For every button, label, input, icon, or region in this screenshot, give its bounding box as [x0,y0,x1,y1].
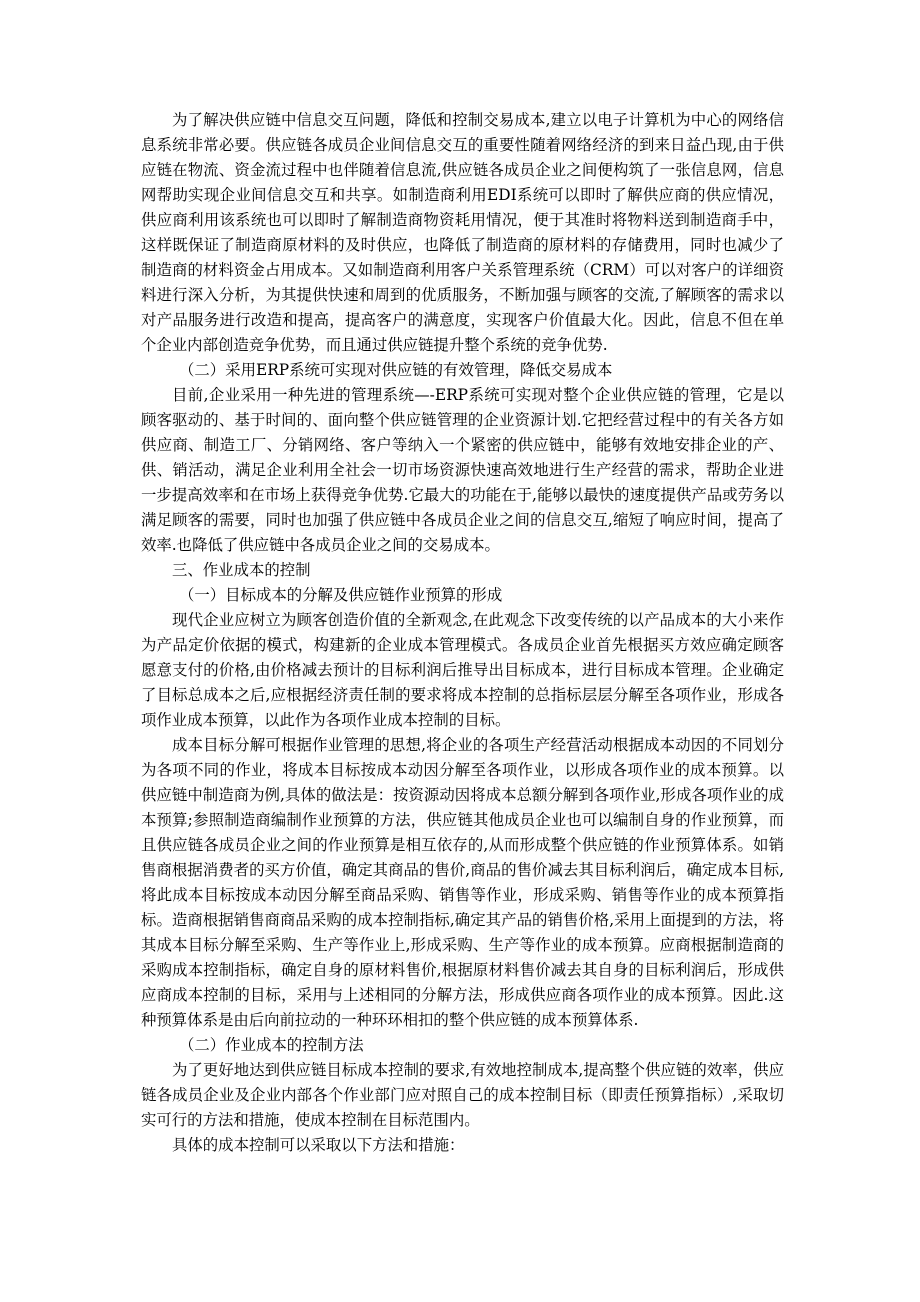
paragraph-information-exchange: 为了解决供应链中信息交互问题，降低和控制交易成本,建立以电子计算机为中心的网络信息系统非常必要。供应链各成员企业间信息交互的重要性随着网络经济的到来日益凸现,由于供应链在物流、资金流过程中也伴随着信息流,供应链各成员企业之间便构筑了一张信息网，信息网帮助实现企业间信息交互和共享。如制造商利用EDI系统可以即时了解供应商的供应情况，供应商利用该系统也可以即时了解制造商物资耗用情况，便于其准时将物料送到制造商手中，这样既保证了制造商原材料的及时供应，也降低了制造商的原材料的存储费用，同时也减少了制造商的材料资金占用成本。又如制造商利用客户关系管理系统（CRM）可以对客户的详细资料进行深入分析，为其提供快速和周到的优质服务，不断加强与顾客的交流,了解顾客的需求以对产品服务进行改造和提高，提高客户的满意度，实现客户价值最大化。因此，信息不但在单个企业内部创造竞争优势，而且通过供应链提升整个系统的竞争优势. [141,111,784,354]
paragraph-erp-management: 目前,企业采用一种先进的管理系统—-ERP系统可实现对整个企业供应链的管理，它是以顾客驱动的、基于时间的、面向整个供应链管理的企业资源计划.它把经营过程中的有关各方如供应商、制造工厂、分销网络、客户等纳入一个紧密的供应链中，能够有效地安排企业的产、供、销活动，满足企业利用全社会一切市场资源快速高效地进行生产经营的需求，帮助企业进一步提高效率和在市场上获得竞争优势.它最大的功能在于,能够以最快的速度提供产品或劳务以满足顾客的需要，同时也加强了供应链中各成员企业之间的信息交互,缩短了响应时间，提高了效率.也降低了供应链中各成员企业之间的交易成本。 [141,386,784,554]
paragraph-cost-target-decomposition: 成本目标分解可根据作业管理的思想,将企业的各项生产经营活动根据成本动因的不同划分为各项不同的作业，将成本目标按成本动因分解至各项作业，以形成各项作业的成本预算。以供应链中制造商为例,具体的做法是：按资源动因将成本总额分解到各项作业,形成各项作业的成本预算;参照制造商编制作业预算的方法，供应链其他成员企业也可以编制自身的作业预算，而且供应链各成员企业之间的作业预算是相互依存的,从而形成整个供应链的作业预算体系。如销售商根据消费者的买方价值，确定其商品的售价,商品的售价减去其目标利润后，确定成本目标,将此成本目标按成本动因分解至商品采购、销售等作业，形成采购、销售等作业的成本预算指标。造商根据销售商商品采购的成本控制指标,确定其产品的销售价格,采用上面提到的方法，将其成本目标分解至采购、生产等作业上,形成采购、生产等作业的成本预算。应商根据制造商的采购成本控制指标，确定自身的原材料售价,根据原材料售价减去其自身的目标利润后，形成供应商成本控制的目标，采用与上述相同的分解方法，形成供应商各项作业的成本预算。因此.这种预算体系是由后向前拉动的一种环环相扣的整个供应链的成本预算体系. [141,736,784,1029]
section-heading-activity-cost-control: 三、作业成本的控制 [172,561,311,579]
paragraph-modern-enterprise-value: 现代企业应树立为顾客创造价值的全新观念,在此观念下改变传统的以产品成本的大小来作为产品定价依据的模式，构建新的企业成本管理模式。各成员企业首先根据买方效应确定顾客愿意支付的价格,由价格减去预计的目标利润后推导出目标成本，进行目标成本管理。企业确定了目标总成本之后,应根据经济责任制的要求将成本控制的总指标层层分解至各项作业，形成各项作业成本预算，以此作为各项作业成本控制的目标。 [141,611,784,729]
subheading-target-cost-decomposition: （一）目标成本的分解及供应链作业预算的形成 [179,586,503,604]
document-body [141,108,784,1158]
paragraph-target-cost-control: 为了更好地达到供应链目标成本控制的要求,有效地控制成本,提高整个供应链的效率，供应链各成员企业及企业内部各个作业部门应对照自己的成本控制目标（即责任预算指标）,采取切实可行的方法和措施，使成本控制在目标范围内。 [141,1061,784,1129]
paragraph-specific-measures: 具体的成本控制可以采取以下方法和措施： [172,1136,465,1154]
subheading-control-methods: （二）作业成本的控制方法 [179,1036,364,1054]
subheading-erp-system: （二）采用ERP系统可实现对供应链的有效管理，降低交易成本 [179,361,613,379]
